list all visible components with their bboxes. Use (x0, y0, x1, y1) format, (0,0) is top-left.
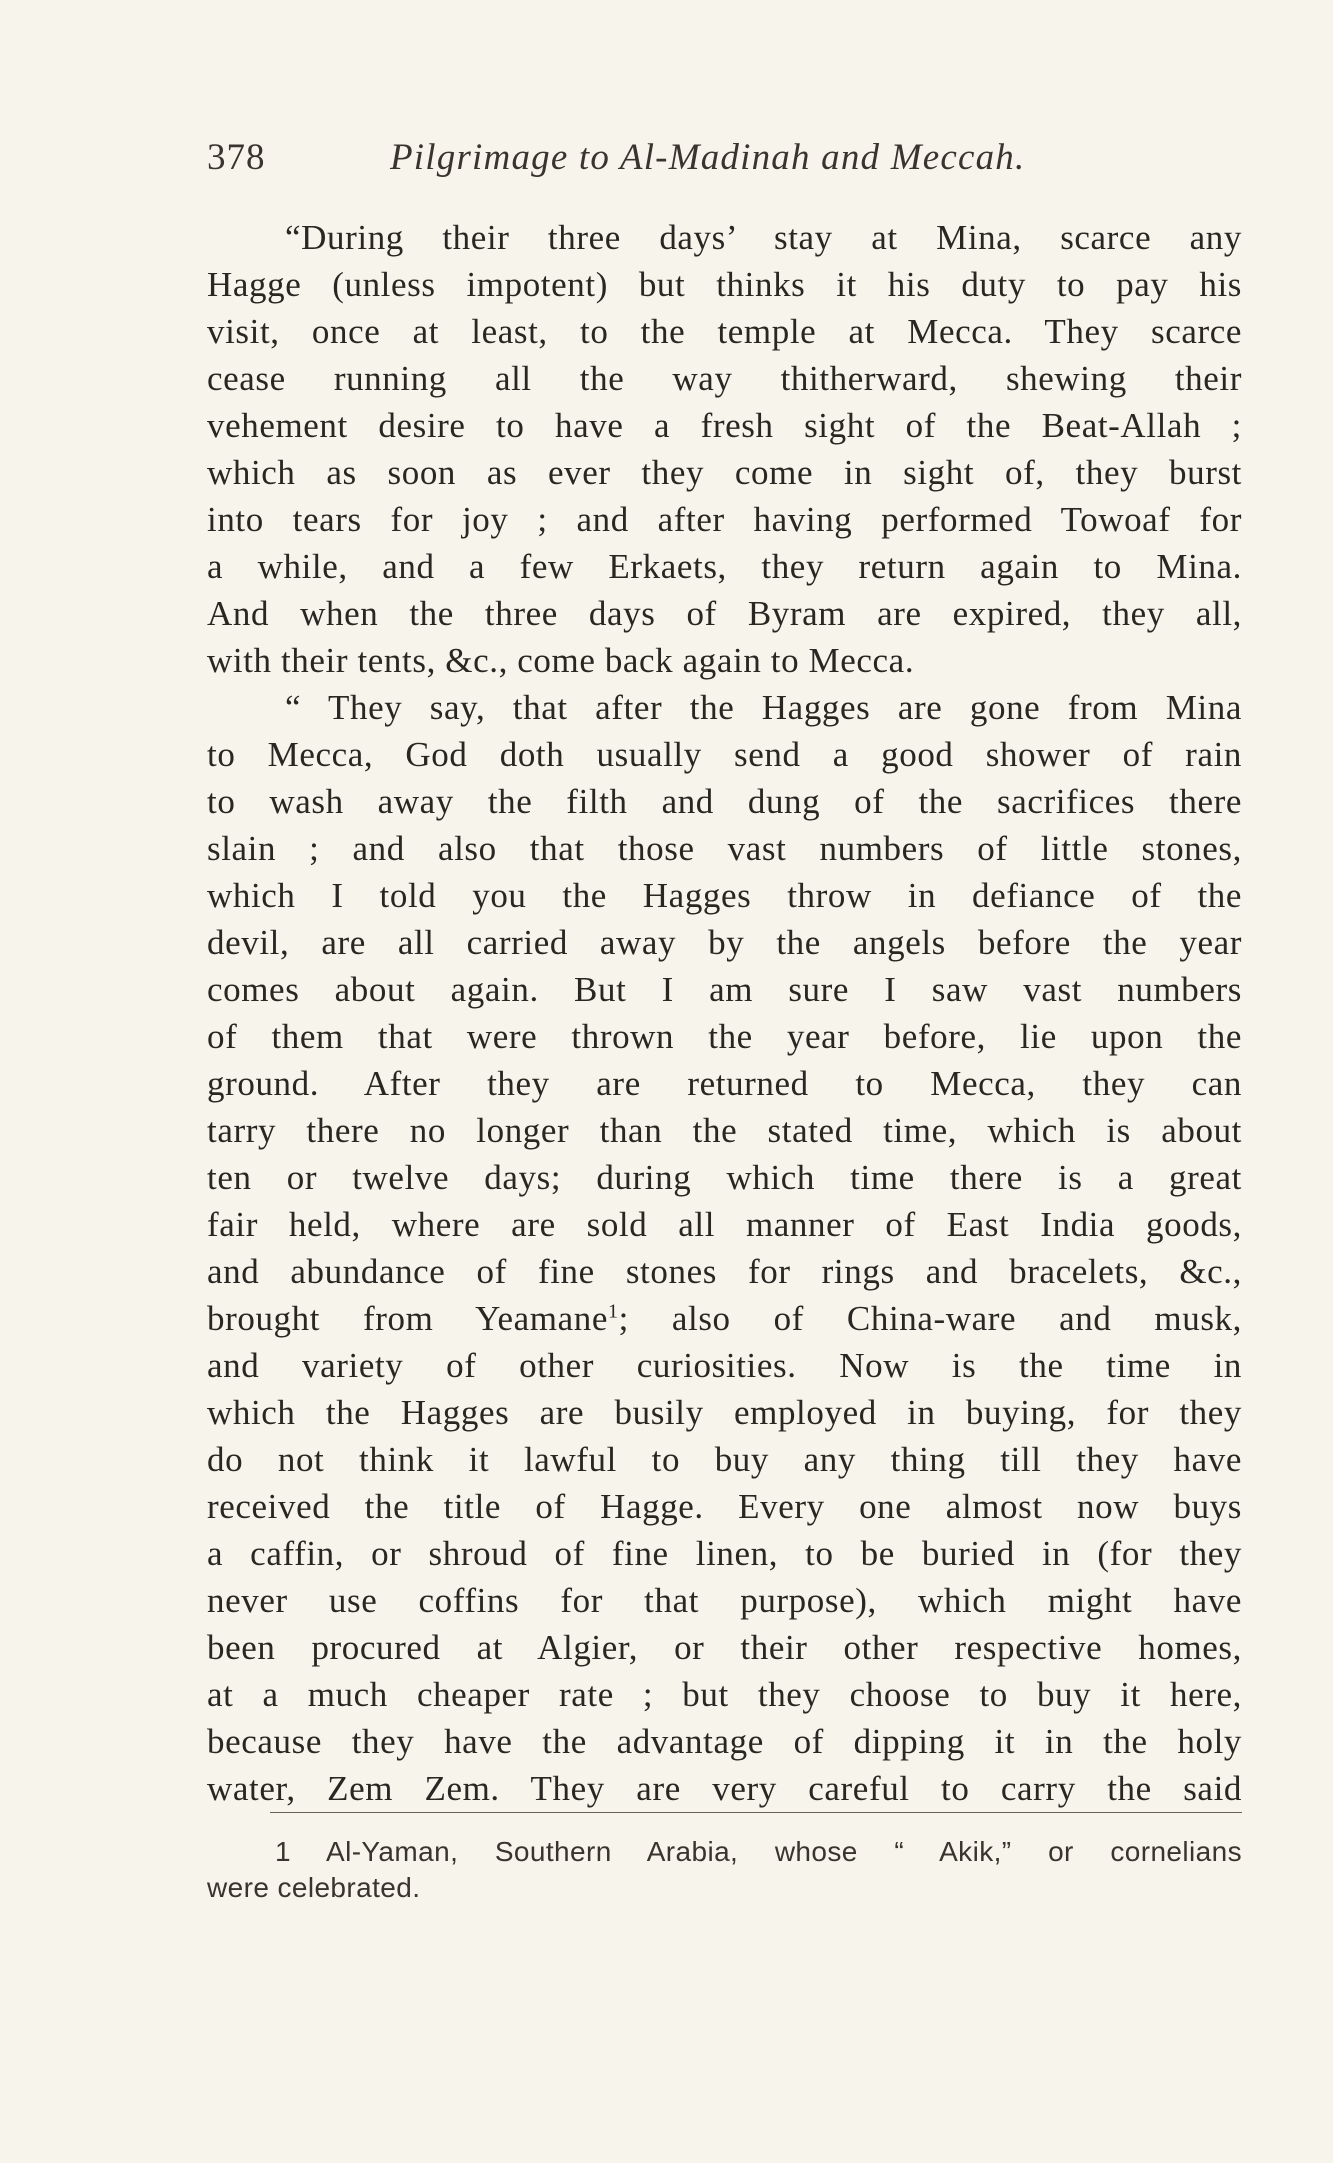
text-line: at a much cheaper rate ; but they choose to buy it here, (207, 1675, 1242, 1714)
text-line: devil, are all carried away by the angels before the year (207, 923, 1242, 962)
text-line: ten or twelve days; during which time there is a great (207, 1158, 1242, 1197)
text-line: fair held, where are sold all manner of East India goods, (207, 1205, 1242, 1244)
text-segment: brought from Yeamane (207, 1299, 608, 1338)
text-line: and variety of other curiosities. Now is the time in (207, 1346, 1242, 1385)
text-line: vehement desire to have a fresh sight of the Beat-Allah ; (207, 406, 1242, 445)
text-line: which as soon as ever they come in sight of, they burst (207, 453, 1242, 492)
page-number: 378 (207, 137, 266, 178)
text-line: a while, and a few Erkaets, they return again to Mina. (207, 547, 1242, 586)
text-line: do not think it lawful to buy any thing till they have (207, 1440, 1242, 1479)
body-text (207, 214, 1242, 1812)
text-line: into tears for joy ; and after having performed Towoaf for (207, 500, 1242, 539)
text-line: which the Hagges are busily employed in buying, for they (207, 1393, 1242, 1432)
running-title: Pilgrimage to Al-Madinah and Meccah. (390, 137, 1026, 178)
text-line: of them that were thrown the year before, lie upon the (207, 1017, 1242, 1056)
text-line: visit, once at least, to the temple at Mecca. They scarce (207, 312, 1242, 351)
footnote-reference: 1 (607, 1300, 619, 1323)
text-line: with their tents, &c., come back again to Mecca. (207, 641, 915, 680)
text-line: tarry there no longer than the stated time, which is about (207, 1111, 1242, 1150)
text-line: And when the three days of Byram are expired, they all, (207, 594, 1242, 633)
text-line: which I told you the Hagges throw in defiance of the (207, 876, 1242, 915)
text-line: never use coffins for that purpose), which might have (207, 1581, 1242, 1620)
text-line: because they have the advantage of dipping it in the holy (207, 1722, 1242, 1761)
text-line: cease running all the way thitherward, shewing their (207, 359, 1242, 398)
footnote-line: 1 Al-Yaman, Southern Arabia, whose “ Akik,” or cornelians (275, 1836, 1242, 1867)
text-line: a caffin, or shroud of fine linen, to be buried in (for they (207, 1534, 1242, 1573)
text-line: water, Zem Zem. They are very careful to carry the said (207, 1769, 1242, 1808)
text-line-with-footnote-ref (207, 1295, 1242, 1342)
footnote-line: were celebrated. (207, 1872, 421, 1903)
text-line: received the title of Hagge. Every one almost now buys (207, 1487, 1242, 1526)
text-line: ground. After they are returned to Mecca, they can (207, 1064, 1242, 1103)
text-line: slain ; and also that those vast numbers of little stones, (207, 829, 1242, 868)
text-line: Hagge (unless impotent) but thinks it his duty to pay his (207, 265, 1242, 304)
page-header (207, 136, 1242, 186)
footnote (207, 1834, 1242, 1906)
footnote-divider (270, 1812, 1242, 1813)
text-line: and abundance of fine stones for rings and bracelets, &c., (207, 1252, 1242, 1291)
text-line: “During their three days’ stay at Mina, scarce any (285, 218, 1242, 257)
text-line: comes about again. But I am sure I saw vast numbers (207, 970, 1242, 1009)
text-line: been procured at Algier, or their other respective homes, (207, 1628, 1242, 1667)
text-line: to wash away the filth and dung of the sacrifices there (207, 782, 1242, 821)
text-segment: ; also of China-ware and musk, (618, 1299, 1242, 1338)
text-line: “ They say, that after the Hagges are gone from Mina (285, 688, 1242, 727)
text-line: to Mecca, God doth usually send a good shower of rain (207, 735, 1242, 774)
